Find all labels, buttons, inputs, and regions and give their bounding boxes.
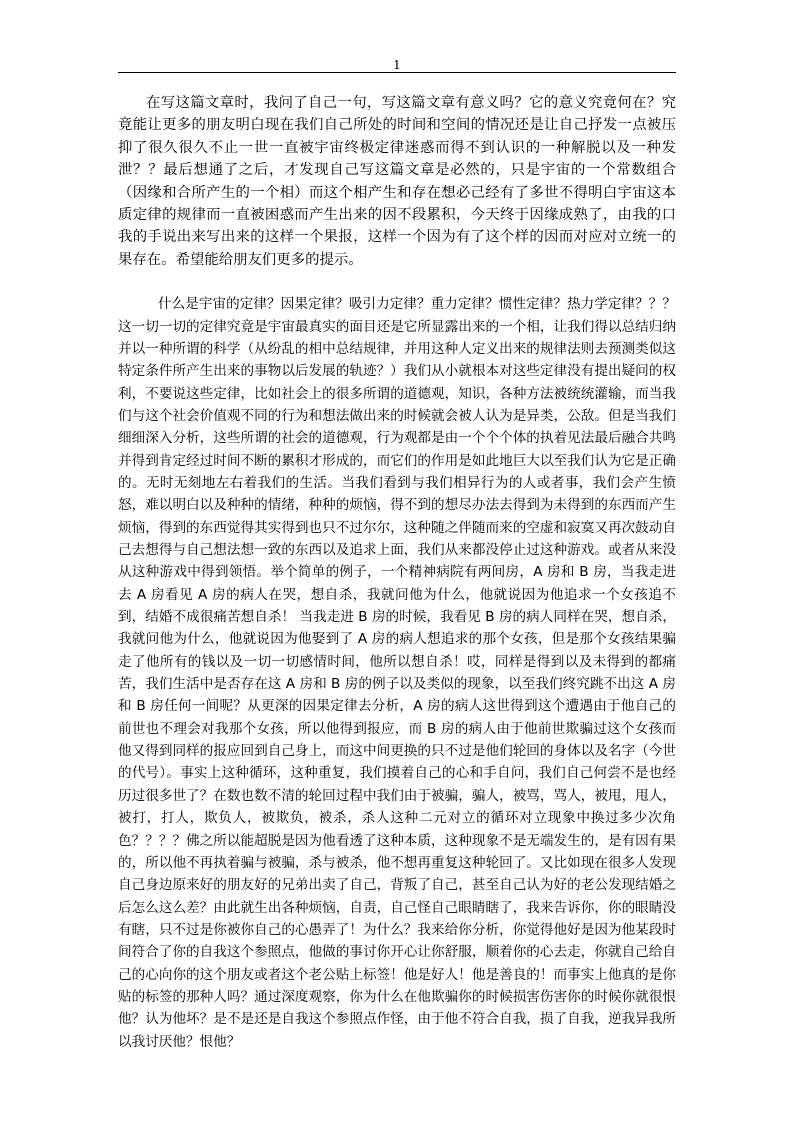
header-rule: [118, 72, 676, 73]
paragraph-laws: 什么是宇宙的定律？因果定律？吸引力定律？重力定律？惯性定律？热力学定律？？？这一切一切的定律究竟是宇宙最真实的面目还是它所显露出来的一个相，让我们得以总结归纳并以一种所谓的科学（从纷乱的相中总结规律，并用这种人定义出来的规律法则去预测类似这特定条件所产生出来的事物以后发展的轨迹？）我们从小就根本对这些定律没有提出疑问的权利，不要说这些定律，比如社会上的很多所谓的道德观，知识，各种方法被统统灌输，而当我们与这个社会价值观不同的行为和想法做出来的时候就会被人认为是异类，公敌。但是当我们细细深入分析，这些所谓的社会的道德观，行为观都是由一个个个体的执着见法最后融合共鸣并得到肯定经过时间不断的累积才形成的，而它们的作用是如此地巨大以至我们认为它是正确的。无时无刻地左右着我们的生活。当我们看到与我们相异行为的人或者事，我们会产生愤怒，难以明白以及种种的情绪，种种的烦恼，得不到的想尽办法去得到为未得到的东西而产生烦恼，得到的东西觉得其实得到也只不过尔尔，这种随之伴随而来的空虚和寂寞又再次鼓动自己去想得与自己想法想一致的东西以及追求上面，我们从来都没停止过这种游戏。或者从来没从这种游戏中得到领悟。举个简单的例子，一个精神病院有两间房，A 房和 B 房，当我走进去 A 房看见 A 房的病人在哭，想自杀，我就问他为什么，他就说因为他追求一个女孩追不到，结婚不成很痛苦想自杀！ 当我走进 B 房的时候，我看见 B 房的病人同样在哭，想自杀，我就问他为什么，他就说因为他娶到了 A 房的病人想追求的那个女孩，但是那个女孩结果骗走了他所有的钱以及一切一切感情时间，他所以想自杀！哎，同样是得到以及未得到的都痛苦，我们生活中是否存在这 A 房和 B 房的例子以及类似的现象，以至我们终究跳不出这 A 房和 B 房任何一间呢？从更深的因果定律去分析，A 房的病人这世得到这个遭遇由于他自己的前世也不理会对我那个女孩，所以他得到报应，而 B 房的病人由于他前世欺骗过这个女孩而他又得到同样的报应回到自己身上，而这中间更换的只不过是他们轮回的身体以及名字（今世的代号）。事实上这种循环，这种重复，我们摸着自己的心和手自问，我们自己何尝不是也经历过很多世了？在数也数不清的轮回过程中我们由于被骗，骗人，被骂，骂人，被甩，甩人，被打，打人，欺负人，被欺负，被杀，杀人这种二元对立的循环对立现象中换过多少次角色？？？？佛之所以能超脱是因为他看透了这种本质，这种现象不是无端发生的，是有因有果的，所以他不再执着骗与被骗，杀与被杀，他不想再重复这种轮回了。又比如现在很多人发现自己身边原来好的朋友好的兄弟出卖了自己，背叛了自己，甚至自己认为好的老公发现结婚之后怎么这么差？由此就生出各种烦恼，自责，自己怪自己眼睛瞎了，我来告诉你，你的眼睛没有瞎，只不过是你被你自己的心愚弄了！为什么？我来给你分析，你觉得他好是因为他某段时间符合了你的自我这个参照点，他做的事讨你开心让你舒服，顺着你的心去走，你就自己给自己的心向你的这个朋友或者这个老公贴上标签！他是好人！他是善良的！而事实上他真的是你贴的标签的那种人吗？通过深度观察，你为什么在他欺骗你的时候损害伤害你的时候你就很恨他？认为他坏？是不是还是自我这个参照点作怪，由于他不符合自我，损了自我，逆我异我所以我讨厌他？恨他？: [118, 296, 676, 1050]
paragraph-intro: 在写这篇文章时，我问了自己一句，写这篇文章有意义吗？它的意义究竟何在？究竟能让更多的朋友明白现在我们自己所处的时间和空间的情况还是让自己抒发一点被压抑了很久很久不止一世一直被宇宙终极定律迷惑而得不到认识的一种解脱以及一种发泄？？最后想通了之后，才发现自己写这篇文章是必然的，只是宇宙的一个常数组合（因缘和合所产生的一个相）而这个相产生和存在想必己经有了多世不得明白宇宙这本质定律的规律而一直被困惑而产生出来的因不段累积，今天终于因缘成熟了，由我的口我的手说出来写出来的这样一个果报，这样一个因为有了这个样的因而对应对立统一的果存在。希望能给朋友们更多的提示。: [118, 95, 676, 268]
document-body: [118, 92, 676, 1053]
page-number: 1: [393, 58, 401, 72]
